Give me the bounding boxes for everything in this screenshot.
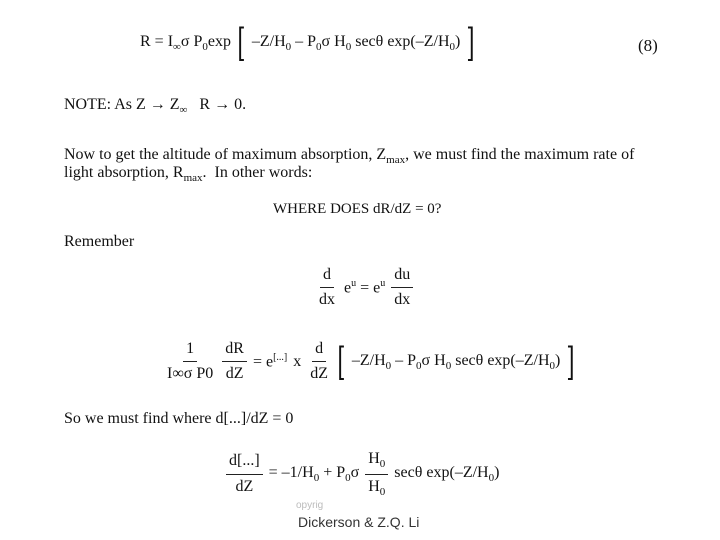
equation-final: $\frac{d[...]}{dZ}$ = $-1/H_0 + P_0\sigma$ $\frac{H_0}{H_0}$ secθ $\exp(-Z/H_0)$ bbox=[226, 450, 499, 499]
derivative-rule: $\frac{d}{dx}$ $e^u = e^u$ $\frac{du}{dx}$ bbox=[316, 266, 413, 310]
paragraph-line-2: light absorption, $R_{max}$. In other words: bbox=[64, 164, 313, 185]
left-bracket: [ bbox=[337, 339, 346, 384]
right-bracket: ] bbox=[566, 339, 575, 384]
so-we-line: So we must find where d[...]/dZ = 0 bbox=[64, 410, 294, 427]
paragraph-line-1: Now to get the altitude of maximum absorption, $Z_{max}$, we must find the maximum rate of bbox=[64, 146, 635, 167]
remember-label: Remember bbox=[64, 233, 135, 250]
equation-number: (8) bbox=[638, 36, 658, 55]
note-line: NOTE: As $Z \to Z_\infty$ R → 0. bbox=[64, 96, 247, 117]
question-line: WHERE DOES dR/dZ = 0? bbox=[273, 201, 442, 217]
equation-8: $R = I_\infty\sigma$ $P_0\exp$ [ $-Z/H_0 - P_0\sigma$ $H_0$ secθ $\exp(-Z/H_0)$ ] bbox=[140, 21, 475, 65]
equation-chain-rule: $\frac{1}{\text{I∞σ P0}}$ $\frac{dR}{dZ}$ = e[...] x $\frac{d}{dZ}$ [ $-Z/H_0 - P_0\sigma$ $H_0$ secθ $\exp(-Z/H_0)$ ] bbox=[167, 339, 575, 384]
left-bracket: [ bbox=[237, 21, 246, 65]
right-bracket: ] bbox=[466, 21, 475, 65]
copyright-fragment: opyrig bbox=[296, 500, 324, 511]
footer-credit: Dickerson & Z.Q. Li bbox=[298, 514, 420, 530]
